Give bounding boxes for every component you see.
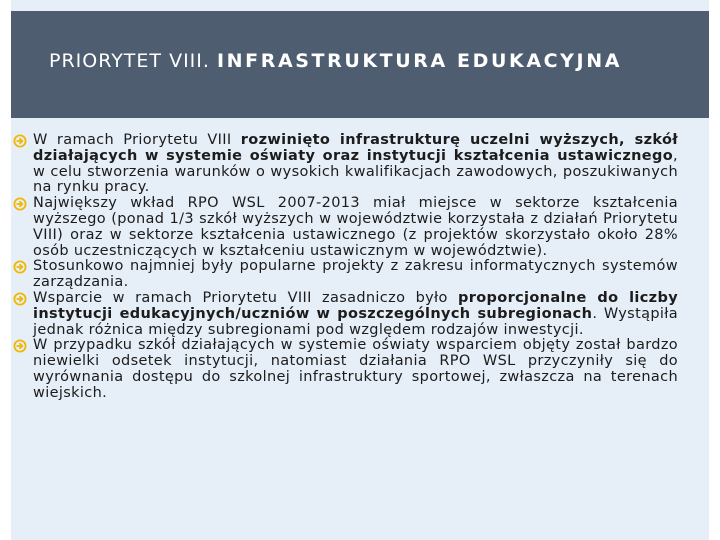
bullet-text: Największy wkład RPO WSL 2007-2013 miał miejsce w sektorze kształcenia wyższego (ponad 1/3 szkół wyższych w województwie korzystała z działań Priorytetu VIII) oraz w sektorze kształcenia ustawicznego (z projektów skorzystało około 28% osób uczestniczących w kształceniu ustawicznym w województwie). xyxy=(33,195,678,259)
bullet-text: . Wystąpiła jednak różnica między subregionami pod względem rodzajów inwestycji. xyxy=(33,305,678,338)
title-prefix: PRIORYTET VIII. xyxy=(49,50,217,72)
title-bold: INFRASTRUKTURA EDUKACYJNA xyxy=(216,50,623,72)
bullet-list xyxy=(13,133,678,402)
bullet-text: W przypadku szkół działających w systemie oświaty wsparciem objęty został bardzo niewielki odsetek instytucji, natomiast działania RPO WSL przyczyniły się do wyrównania dostępu do szkolnej infrastruktury sportowej, zwłaszcza na terenach wiejskich. xyxy=(33,337,678,401)
slide-title xyxy=(49,50,622,72)
arrow-circle-right-icon xyxy=(13,292,27,306)
bullet-bold-text: rozwinięto infrastrukturę uczelni wyższych, szkół działających w systemie oświaty oraz instytucji kształcenia ustawicznego xyxy=(33,132,679,164)
arrow-circle-right-icon xyxy=(13,339,27,353)
bullet-text: , w celu stworzenia warunków o wysokich kwalifikacjach zawodowych, poszukiwanych na rynku pracy. xyxy=(33,147,678,196)
bullet-item xyxy=(13,338,678,401)
bullet-text: Wsparcie w ramach Priorytetu VIII zasadniczo było xyxy=(33,289,459,306)
arrow-circle-right-icon xyxy=(13,134,27,148)
bullet-text: Stosunkowo najmniej były popularne projekty z zakresu informatycznych systemów zarządzania. xyxy=(33,258,678,291)
title-bar xyxy=(11,11,709,118)
bullet-item xyxy=(13,196,678,259)
arrow-circle-right-icon xyxy=(13,260,27,274)
bullet-item xyxy=(13,259,678,291)
bullet-text: W ramach Priorytetu VIII xyxy=(33,132,241,148)
bullet-bold-text: proporcjonalne do liczby instytucji edukacyjnych/uczniów w poszczególnych subregionach xyxy=(33,289,679,322)
bullet-item xyxy=(13,291,678,338)
arrow-circle-right-icon xyxy=(13,197,27,211)
bullet-item xyxy=(13,133,678,196)
